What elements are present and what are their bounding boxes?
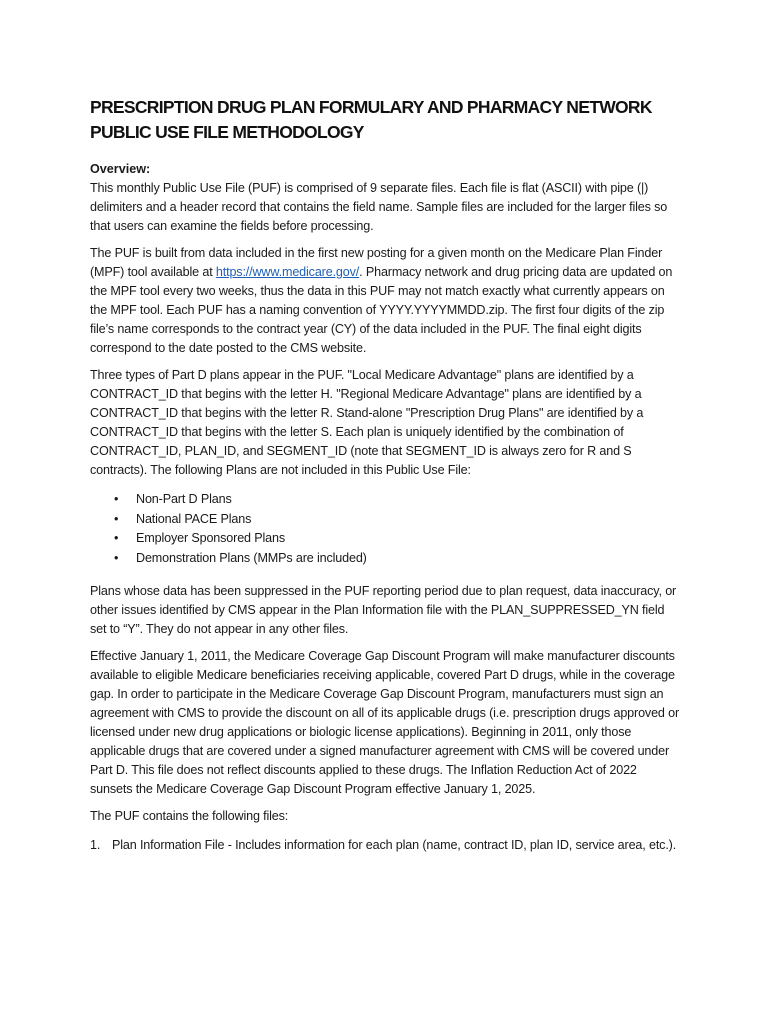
title-line-1: PRESCRIPTION DRUG PLAN FORMULARY AND PHARMACY NETWORK — [90, 97, 652, 117]
list-item — [90, 836, 682, 855]
list-item-label: National PACE Plans — [136, 511, 252, 526]
paragraph-puf-source-text-2: . Pharmacy network and drug pricing data are updated on the MPF tool every two weeks, thus the data in this PUF may not match exactly what currently appears on the MPF tool. Each PUF has a naming convention of YYYY.YYYYMMDD.zip. The first four digits of the zip file’s name corresponds to the contract year (CY) of the data included in the PUF. The final eight digits correspond to the date posted to the CMS website. — [90, 265, 673, 355]
title-line-2: PUBLIC USE FILE METHODOLOGY — [90, 122, 364, 142]
overview-heading: Overview: — [90, 162, 151, 176]
list-item — [90, 490, 682, 510]
list-item — [90, 510, 682, 530]
list-item-label: Non-Part D Plans — [136, 492, 232, 506]
list-item-label: Demonstration Plans (MMPs are included) — [136, 550, 367, 565]
paragraph-files-intro: The PUF contains the following files: — [90, 809, 289, 823]
paragraph-puf-source-text-1: The PUF is built from data included in the first new posting for a given month on the Medicare Plan Finder (MPF) tool available at — [90, 246, 663, 279]
paragraph-plan-types: Three types of Part D plans appear in the PUF. "Local Medicare Advantage" plans are identified by a CONTRACT_ID that begins with the letter H. "Regional Medicare Advantage" plans are identified by a CONTRACT_ID that begins with the letter R. Stand-alone "Prescription Drug Plans" are identified by a CONTRACT_ID that begins with the letter S. Each plan is uniquely identified by the combination of CONTRACT_ID, PLAN_ID, and SEGMENT_ID (note that SEGMENT_ID is always zero for R and S contracts). The following Plans are not included in this Public Use File: — [90, 368, 644, 477]
list-item — [90, 529, 682, 549]
bullet-icon: • — [114, 511, 119, 526]
document-body — [90, 179, 682, 855]
bullet-icon: • — [114, 492, 119, 506]
files-list — [90, 836, 682, 855]
document-content — [90, 95, 682, 855]
list-item-label: Employer Sponsored Plans — [136, 531, 286, 545]
paragraph-puf-source — [90, 244, 682, 358]
paragraph-suppressed-plans: Plans whose data has been suppressed in the PUF reporting period due to plan request, data inaccuracy, or other issues identified by CMS appear in the Plan Information file with the PLAN_SUPPRESSED_YN field set to “Y”. They do not appear in any other files. — [90, 584, 677, 636]
list-item — [90, 549, 682, 569]
list-item-label: Plan Information File - Includes information for each plan (name, contract ID, plan ID, service area, etc.). — [112, 838, 677, 852]
excluded-plans-list — [90, 490, 682, 568]
bullet-icon: • — [114, 531, 119, 545]
list-item-number: 1. — [90, 838, 101, 852]
bullet-icon: • — [114, 550, 119, 565]
medicare-gov-link[interactable]: https://www.medicare.gov/ — [215, 265, 360, 279]
paragraph-coverage-gap: Effective January 1, 2011, the Medicare Coverage Gap Discount Program will make manufacturer discounts available to eligible Medicare beneficiaries receiving applicable, covered Part D drugs, while in the coverage gap. In order to participate in the Medicare Coverage Gap Discount Program, manufacturers must sign an agreement with CMS to provide the discount on all of its applicable drugs (i.e. prescription drugs approved or licensed under new drug applications or biologic license applications). Beginning in 2011, only those applicable drugs that are covered under a signed manufacturer agreement with CMS will be covered under Part D. This file does not reflect discounts applied to these drugs. The Inflation Reduction Act of 2022 sunsets the Medicare Coverage Gap Discount Program effective January 1, 2025. — [90, 649, 680, 796]
paragraph-overview: This monthly Public Use File (PUF) is comprised of 9 separate files. Each file is flat (ASCII) with pipe (|) delimiters and a header record that contains the field name. Sample files are included for the larger files so that users can examine the fields before processing. — [90, 181, 668, 233]
page-title — [90, 95, 682, 145]
